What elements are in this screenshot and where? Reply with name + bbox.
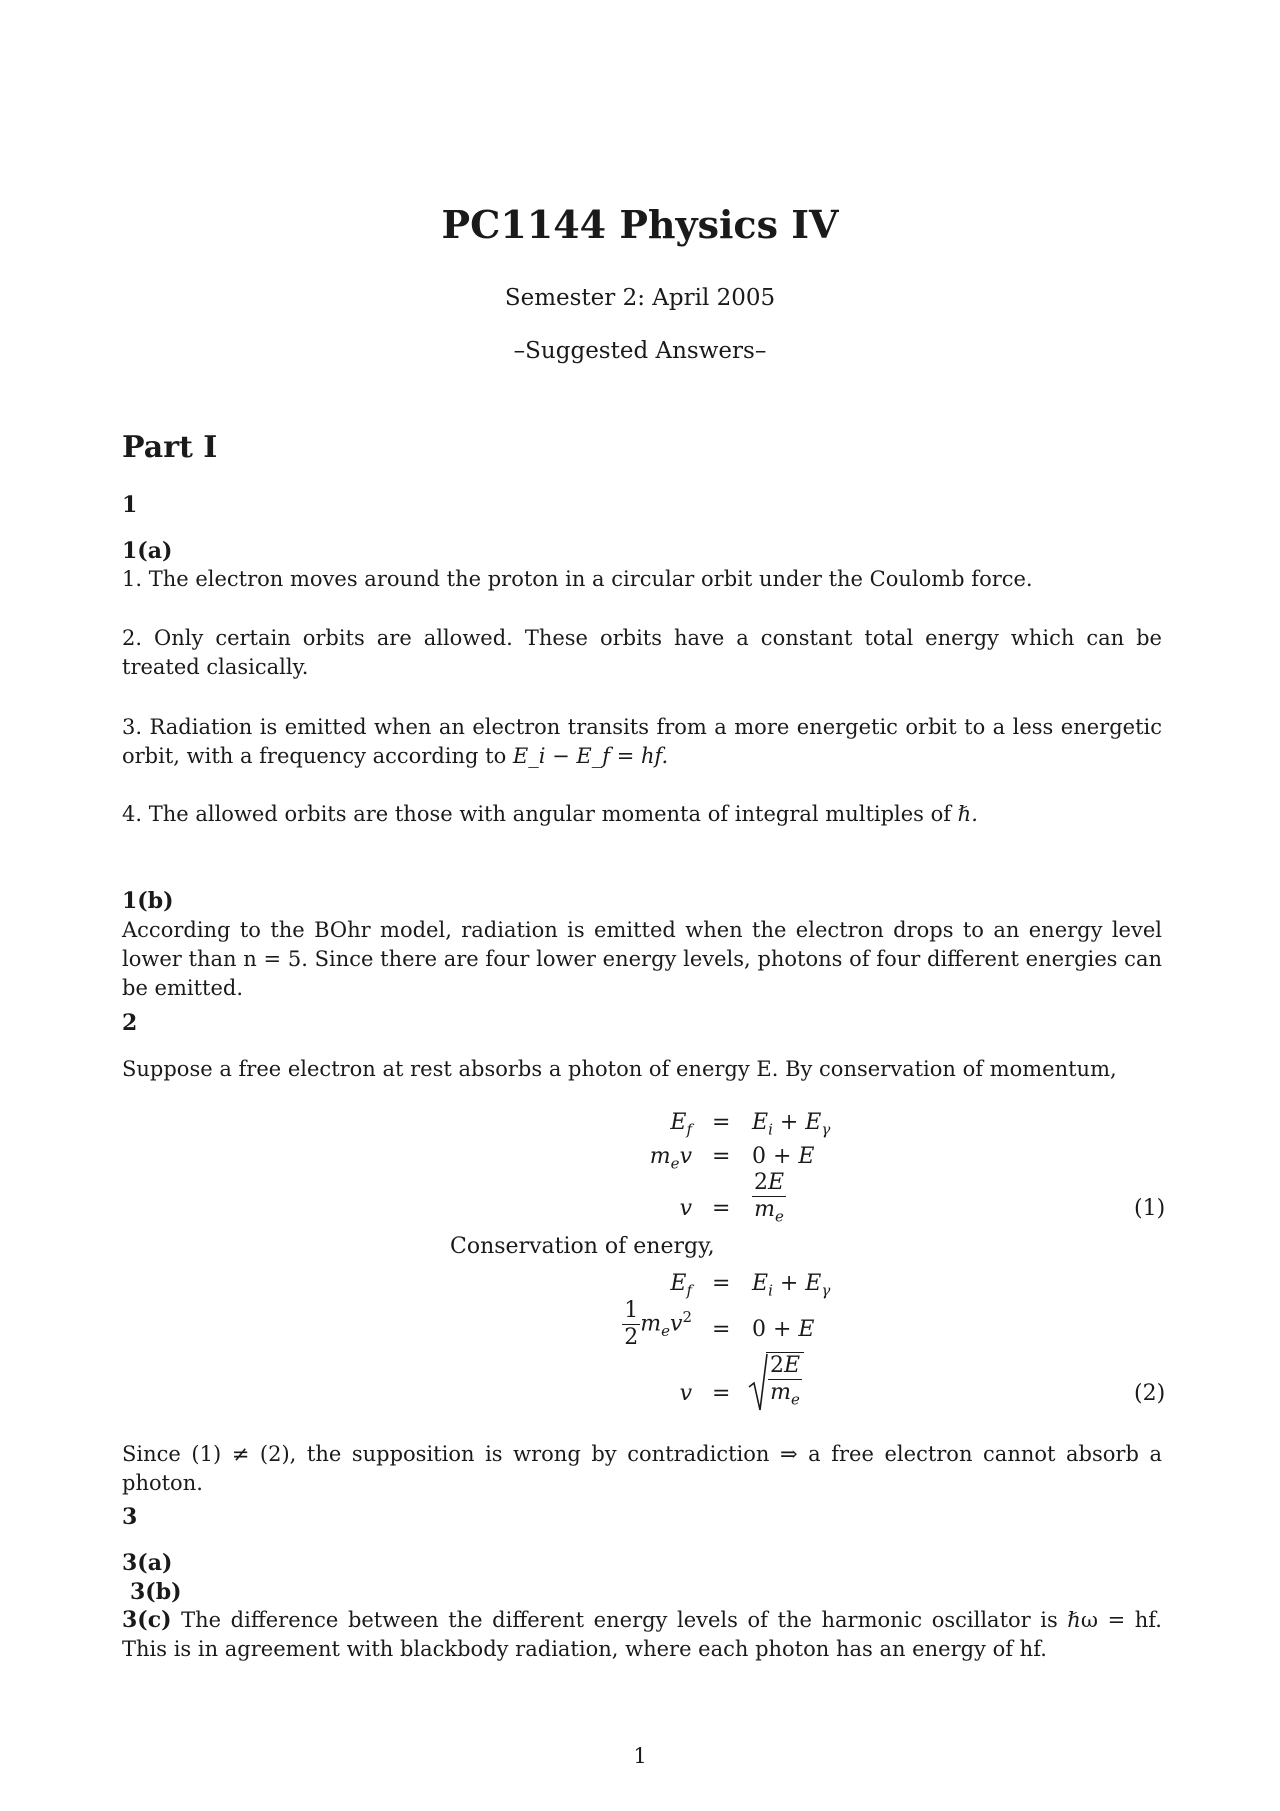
energy-equations	[0, 1270, 1280, 1420]
eq-rhs: 0 + E	[752, 1317, 815, 1342]
q1b-answer: According to the BOhr model, radiation is emitted when the electron drops to an energy level lower than n = 5. Since there are four lower energy levels, photons of four different energies can be emitted.	[122, 918, 1162, 1000]
eq-sign: =	[712, 1271, 731, 1296]
conservation-label: Conservation of energy,	[450, 1234, 715, 1259]
q1a-point-1: 1. The electron moves around the proton in a circular orbit under the Coulomb force.	[122, 567, 1033, 591]
q1a-point-3-equation: E_i − E_f = hf.	[512, 744, 669, 768]
eq-sign: =	[712, 1381, 731, 1406]
eq-sign: =	[712, 1110, 731, 1135]
equation-tag-2: (2)	[1134, 1381, 1166, 1406]
q1a-point-3	[122, 713, 1162, 771]
question-3-heading: 3	[122, 1504, 138, 1530]
q2-conclusion: Since (1) ≠ (2), the supposition is wrong by contradiction ⇒ a free electron cannot absorb a photon.	[122, 1442, 1162, 1495]
q1a-point-3-text: 3. Radiation is emitted when an electron transits from a more energetic orbit to a less energetic orbit, with a frequency according to	[122, 715, 1162, 768]
question-1a-heading: 1(a)	[122, 538, 173, 564]
question-2-heading: 2	[122, 1010, 138, 1036]
eq-lhs: $m_ev$	[649, 1144, 692, 1173]
sqrt-radical-icon	[748, 1353, 768, 1413]
eq-lhs: $E_f$	[670, 1110, 692, 1139]
q3c-answer	[122, 1606, 1162, 1664]
eq-sign: =	[712, 1196, 731, 1221]
part-heading: Part I	[122, 430, 218, 465]
question-1-heading: 1	[122, 492, 138, 518]
eq-rhs-fraction: $\frac{2E}{m_e}$	[754, 1170, 785, 1226]
eq-rhs-sqrt: $\frac{2E}{m_e}$	[748, 1352, 804, 1413]
question-3b-heading: 3(b)	[130, 1579, 182, 1605]
hbar-symbol: ℏ.	[957, 802, 978, 826]
semester-line: Semester 2: April 2005	[504, 285, 776, 311]
equation-tag-1: (1)	[1134, 1196, 1166, 1221]
document-title: PC1144 Physics IV	[441, 202, 839, 247]
subtitle-line: –Suggested Answers–	[513, 338, 767, 364]
eq-rhs: 0 + E	[752, 1144, 815, 1169]
page-number: 1	[633, 1744, 647, 1768]
q1a-point-2: 2. Only certain orbits are allowed. These orbits have a constant total energy which can be treated clasically.	[122, 626, 1162, 679]
question-1b-heading: 1(b)	[122, 888, 174, 914]
question-3a-heading: 3(a)	[122, 1550, 173, 1576]
q2-intro: Suppose a free electron at rest absorbs a photon of energy E. By conservation of momentum,	[122, 1057, 1117, 1081]
eq-lhs: v	[679, 1196, 692, 1221]
eq-sign: =	[712, 1144, 731, 1169]
q1a-point-4-text: 4. The allowed orbits are those with angular momenta of integral multiples of	[122, 802, 952, 826]
eq-lhs-fraction: $\frac{1}{2}$ $m_ev^2$	[624, 1298, 692, 1350]
eq-sign: =	[712, 1317, 731, 1342]
q1a-point-4	[122, 800, 1162, 829]
question-3c-heading: 3(c)	[122, 1607, 172, 1633]
eq-lhs: $E_f$	[670, 1271, 692, 1300]
eq-rhs: $E_i + E_\gamma$	[752, 1271, 831, 1300]
momentum-equations	[0, 1109, 1280, 1239]
eq-rhs: $E_i + E_\gamma$	[752, 1110, 831, 1139]
q3c-text: The difference between the different energy levels of the harmonic oscillator is ℏω = hf. This is in agreement with blackbody radiation, where each photon has an energy of hf.	[122, 1608, 1162, 1661]
eq-lhs: v	[679, 1381, 692, 1406]
